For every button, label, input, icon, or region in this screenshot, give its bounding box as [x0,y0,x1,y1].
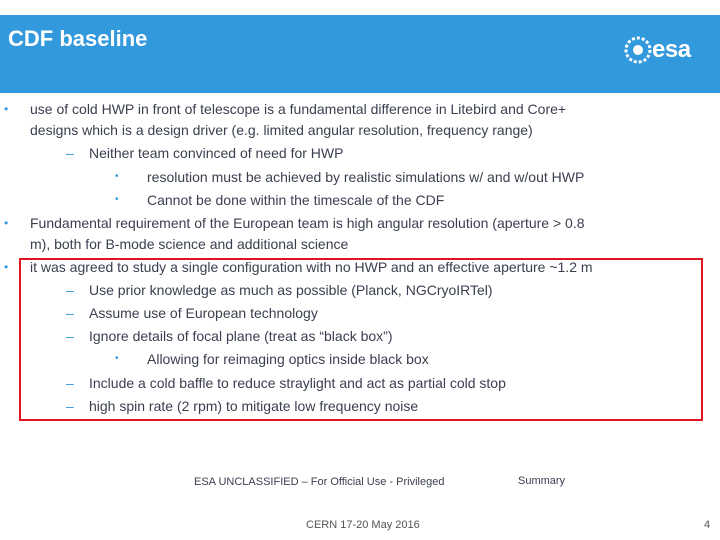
sub-bullet-marker: • [115,171,119,182]
sub-bullet-marker: • [115,194,119,205]
sub-sub-item-text: resolution must be achieved by realistic simulations w/ and w/out HWP [147,169,585,185]
bullet-marker: • [4,260,9,274]
dash-marker: – [66,398,74,414]
footer-classification: ESA UNCLASSIFIED – For Official Use - Privileged [194,476,445,488]
bullet-text: m), both for B-mode science and additional science [30,236,349,252]
sub-item-text: Use prior knowledge as much as possible (Planck, NGCryoIRTel) [89,282,493,298]
sub-sub-item-text: Cannot be done within the timescale of the CDF [147,192,445,208]
footer-section: Summary [518,475,566,487]
footer-page-number: 4 [704,519,711,531]
bullet-text: designs which is a design driver (e.g. limited angular resolution, frequency range) [30,122,533,138]
sub-item-text: Include a cold baffle to reduce straylight and act as partial cold stop [89,375,506,391]
bullet-text: Fundamental requirement of the European team is high angular resolution (aperture > 0.8 [30,215,585,231]
sub-item-text: Assume use of European technology [89,305,318,321]
dash-marker: – [66,305,74,321]
sub-item-text: high spin rate (2 rpm) to mitigate low frequency noise [89,398,419,414]
esa-logo-text: esa [652,36,691,63]
sub-item-text: Ignore details of focal plane (treat as “black box”) [89,328,393,344]
sub-bullet-marker: • [115,353,119,364]
slide-title: CDF baseline [8,26,148,51]
bullet-text: it was agreed to study a single configuration with no HWP and an effective aperture ~1.2 m [30,259,593,275]
sub-sub-item-text: Allowing for reimaging optics inside black box [147,351,429,367]
highlight-box [19,258,703,421]
dash-marker: – [66,375,74,391]
dash-marker: – [66,328,74,344]
bullet-marker: • [4,102,9,116]
sub-item-text: Neither team convinced of need for HWP [89,145,344,161]
esa-logo-icon [624,34,652,64]
bullet-marker: • [4,216,9,230]
dash-marker: – [66,282,74,298]
bullet-text: use of cold HWP in front of telescope is a fundamental difference in Litebird and Core+ [30,101,567,117]
footer-event: CERN 17-20 May 2016 [306,519,420,531]
dash-marker: – [66,145,74,161]
esa-logo [624,34,708,74]
